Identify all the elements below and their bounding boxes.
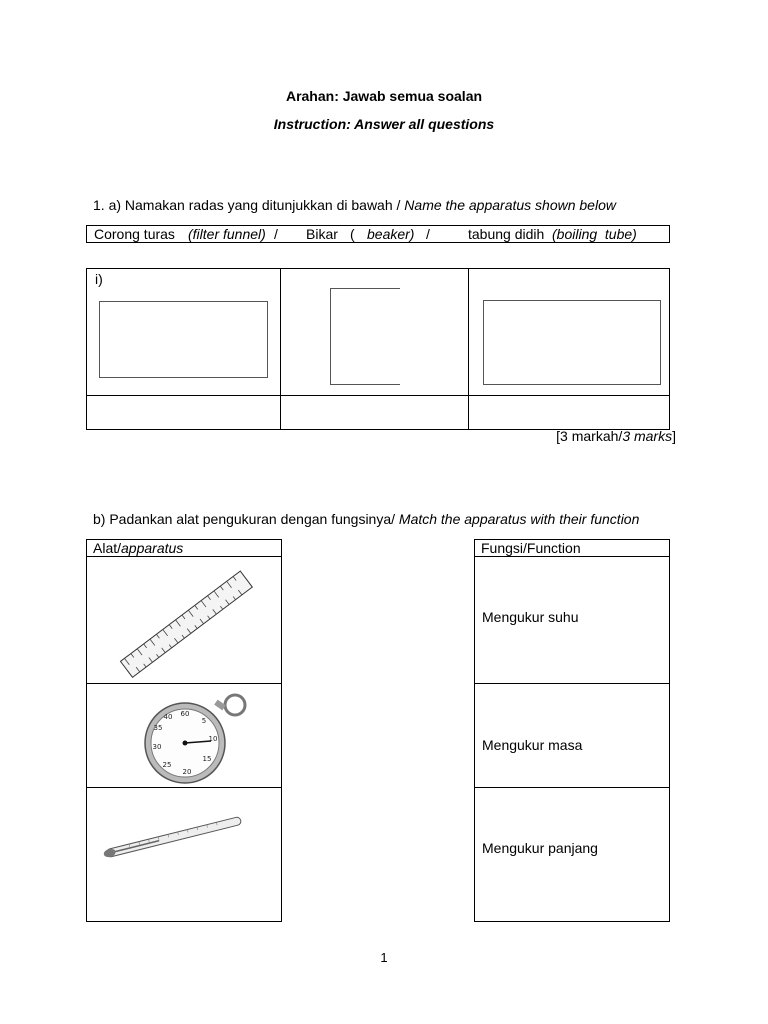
apparatus-header-malay: Alat/ [93, 540, 122, 556]
option-beaker-english: beaker) [367, 226, 415, 242]
answer-options-box [86, 225, 670, 243]
question-b-prompt-english: Match the apparatus with their function [398, 511, 640, 527]
svg-text:20: 20 [182, 768, 192, 776]
question-b-prompt-malay: b) Padankan alat pengukuran dengan fungsinya/ [93, 511, 399, 527]
answer-cell[interactable] [281, 396, 468, 428]
function-item[interactable]: Mengukur suhu [482, 609, 579, 625]
marks-malay: [3 markah/ [556, 428, 623, 444]
apparatus-column-header [87, 540, 281, 556]
table-divider [87, 556, 281, 557]
svg-text:5: 5 [201, 717, 207, 725]
option-beaker-paren: ( [350, 226, 355, 242]
function-column-header: Fungsi/Function [481, 540, 581, 556]
marks-close: ] [672, 428, 676, 444]
question-a-prompt-english: Name the apparatus shown below [404, 197, 616, 213]
option-boiling-tube-english: (boiling tube) [552, 226, 637, 242]
option-filter-funnel-english: (filter funnel) [188, 226, 266, 242]
svg-text:35: 35 [153, 724, 163, 732]
function-column [474, 539, 670, 922]
option-separator: / [426, 226, 430, 242]
option-boiling-tube-malay: tabung didih [468, 226, 545, 242]
page-number: 1 [380, 950, 388, 965]
instruction-heading-malay: Arahan: Jawab semua soalan [285, 88, 483, 104]
option-filter-funnel-malay: Corong turas [94, 226, 175, 242]
marks-note [556, 428, 676, 444]
svg-text:30: 30 [152, 743, 162, 751]
marks-english: 3 marks [622, 428, 673, 444]
option-beaker-malay: Bikar [306, 226, 338, 242]
option-separator: / [274, 226, 278, 242]
apparatus-image-frame [99, 301, 268, 378]
apparatus-column [86, 539, 282, 922]
apparatus-header-english: apparatus [121, 540, 184, 556]
svg-text:10: 10 [208, 735, 218, 743]
ruler-icon[interactable] [117, 570, 257, 685]
apparatus-image-frame [330, 288, 400, 385]
answer-cell[interactable] [469, 396, 668, 428]
question-a-prompt-malay: 1. a) Namakan radas yang ditunjukkan di bawah / [93, 197, 405, 213]
function-item[interactable]: Mengukur panjang [482, 840, 598, 856]
svg-text:25: 25 [162, 761, 172, 769]
answer-cell[interactable] [87, 396, 280, 428]
row-label: i) [95, 271, 103, 287]
instruction-heading-english: Instruction: Answer all questions [273, 116, 495, 132]
stopwatch-icon[interactable] [127, 685, 257, 790]
table-divider [475, 683, 669, 684]
table-divider [475, 556, 669, 557]
question-b-prompt [93, 511, 639, 527]
svg-text:60: 60 [180, 710, 190, 718]
apparatus-naming-table [86, 268, 670, 430]
function-item[interactable]: Mengukur masa [482, 737, 583, 753]
apparatus-image-frame [483, 300, 661, 385]
table-divider [475, 787, 669, 788]
thermometer-icon[interactable] [99, 808, 249, 873]
question-a-prompt [93, 197, 616, 213]
svg-text:40: 40 [163, 713, 173, 721]
svg-text:15: 15 [202, 755, 212, 763]
